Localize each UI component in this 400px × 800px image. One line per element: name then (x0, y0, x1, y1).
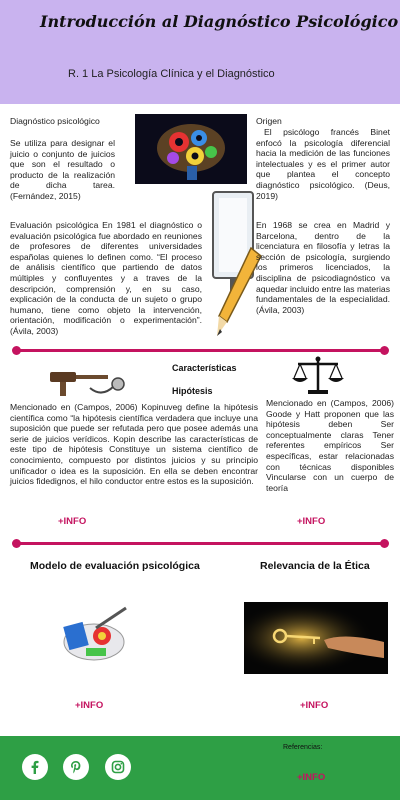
pinterest-icon (69, 760, 83, 774)
evaluation-model-image (58, 602, 134, 666)
more-info-link[interactable]: +INFO (75, 700, 104, 711)
brain-gears-image (135, 114, 247, 184)
origin-text: El psicólogo francés Binet enfocó la psicología diferencial hacia la medición de las funciones intelectuales y es el primer autor que plantea el concepto diagnóstico psicológico. (Deus, 2019) (256, 127, 390, 201)
footer-bar (0, 736, 400, 800)
instagram-icon (111, 760, 125, 774)
divider-dot (380, 346, 389, 355)
facebook-icon (28, 760, 42, 774)
page-subtitle: R. 1 La Psicología Clínica y el Diagnóstico (68, 68, 275, 80)
section-divider (16, 349, 382, 352)
more-info-link[interactable]: +INFO (297, 516, 326, 527)
pinterest-button[interactable] (63, 754, 89, 780)
gavel-stethoscope-image (40, 362, 132, 398)
section-divider (16, 542, 382, 545)
facebook-button[interactable] (22, 754, 48, 780)
more-info-link[interactable]: +INFO (300, 700, 329, 711)
divider-dot (12, 346, 21, 355)
origin-heading: Origen (256, 116, 282, 126)
model-heading: Modelo de evaluación psicológica (30, 560, 200, 572)
divider-dot (380, 539, 389, 548)
madrid-text: En 1968 se crea en Madrid y Barcelona, dentro de la licenciatura en filosofía y letras la sección de psicología, surgiendo los primeros licenciados, la disciplina de psicodiagnóstico va aquedar incluido entre las materias fundamentales de la especialidad. (Ávila, 2003) (256, 220, 390, 315)
characteristics-heading: Características (172, 363, 237, 373)
more-info-link[interactable]: +INFO (58, 516, 87, 527)
key-hand-image (244, 602, 388, 674)
evaluation-text: Evaluación psicológica En 1981 el diagnóstico o evaluación psicológica fue abordado en reuniones de profesores de diferentes universidades españolas quienes lo definen como. “El proceso de análisis científico que partiendo de datos múltiples y confluyentes y a traves de la descripción, comprensión y, en su caso, explicación de la conducta de un sujeto o grupo humano, tiene como objeto la intervención, orientación, modificación o experimentación”. (Ávila, 2003) (10, 220, 202, 336)
page-title: Introducción al Diagnóstico Psicológico (40, 12, 399, 31)
diagnosis-text: Se utiliza para designar el juicio o conjunto de juicios que son el resultado o producto de la realización de dicha tarea. (Fernández, 2015) (10, 138, 115, 201)
references-label: Referencias: (283, 744, 323, 751)
diagnosis-heading: Diagnóstico psicológico (10, 116, 100, 126)
divider-dot (12, 539, 21, 548)
hypothesis-heading: Hipótesis (172, 386, 213, 396)
scales-of-justice-icon (290, 354, 346, 396)
hypothesis-criteria-text: Mencionado en (Campos, 2006) Goode y Hatt proponen que las hipótesis deben Ser conceptualmente claras Tener referentes empíricos Ser específicas, estar relacionadas con técnicas disponibles Vincularse con un cuerpo de teoría (266, 398, 394, 493)
hypothesis-text: Mencionado en (Campos, 2006) Kopinuveg define la hipótesis científica como “la hipótesis científica verdadera que incluye una suposición que puede ser refutada pero que posee además una serie de juicios verídicos. Kopin describe las características de este tipo de hipótesis Constituye un sistema científico de conocimiento, compuesto por distintos juicios y su principio unificador o idea es la suposición. En ella se deben encontrar juicios fidedignos, el hilo conductor entre estos es la suposición. (10, 402, 258, 487)
references-more-link[interactable]: +INFO (297, 772, 326, 783)
ethics-heading: Relevancia de la Ética (260, 560, 370, 572)
instagram-button[interactable] (105, 754, 131, 780)
